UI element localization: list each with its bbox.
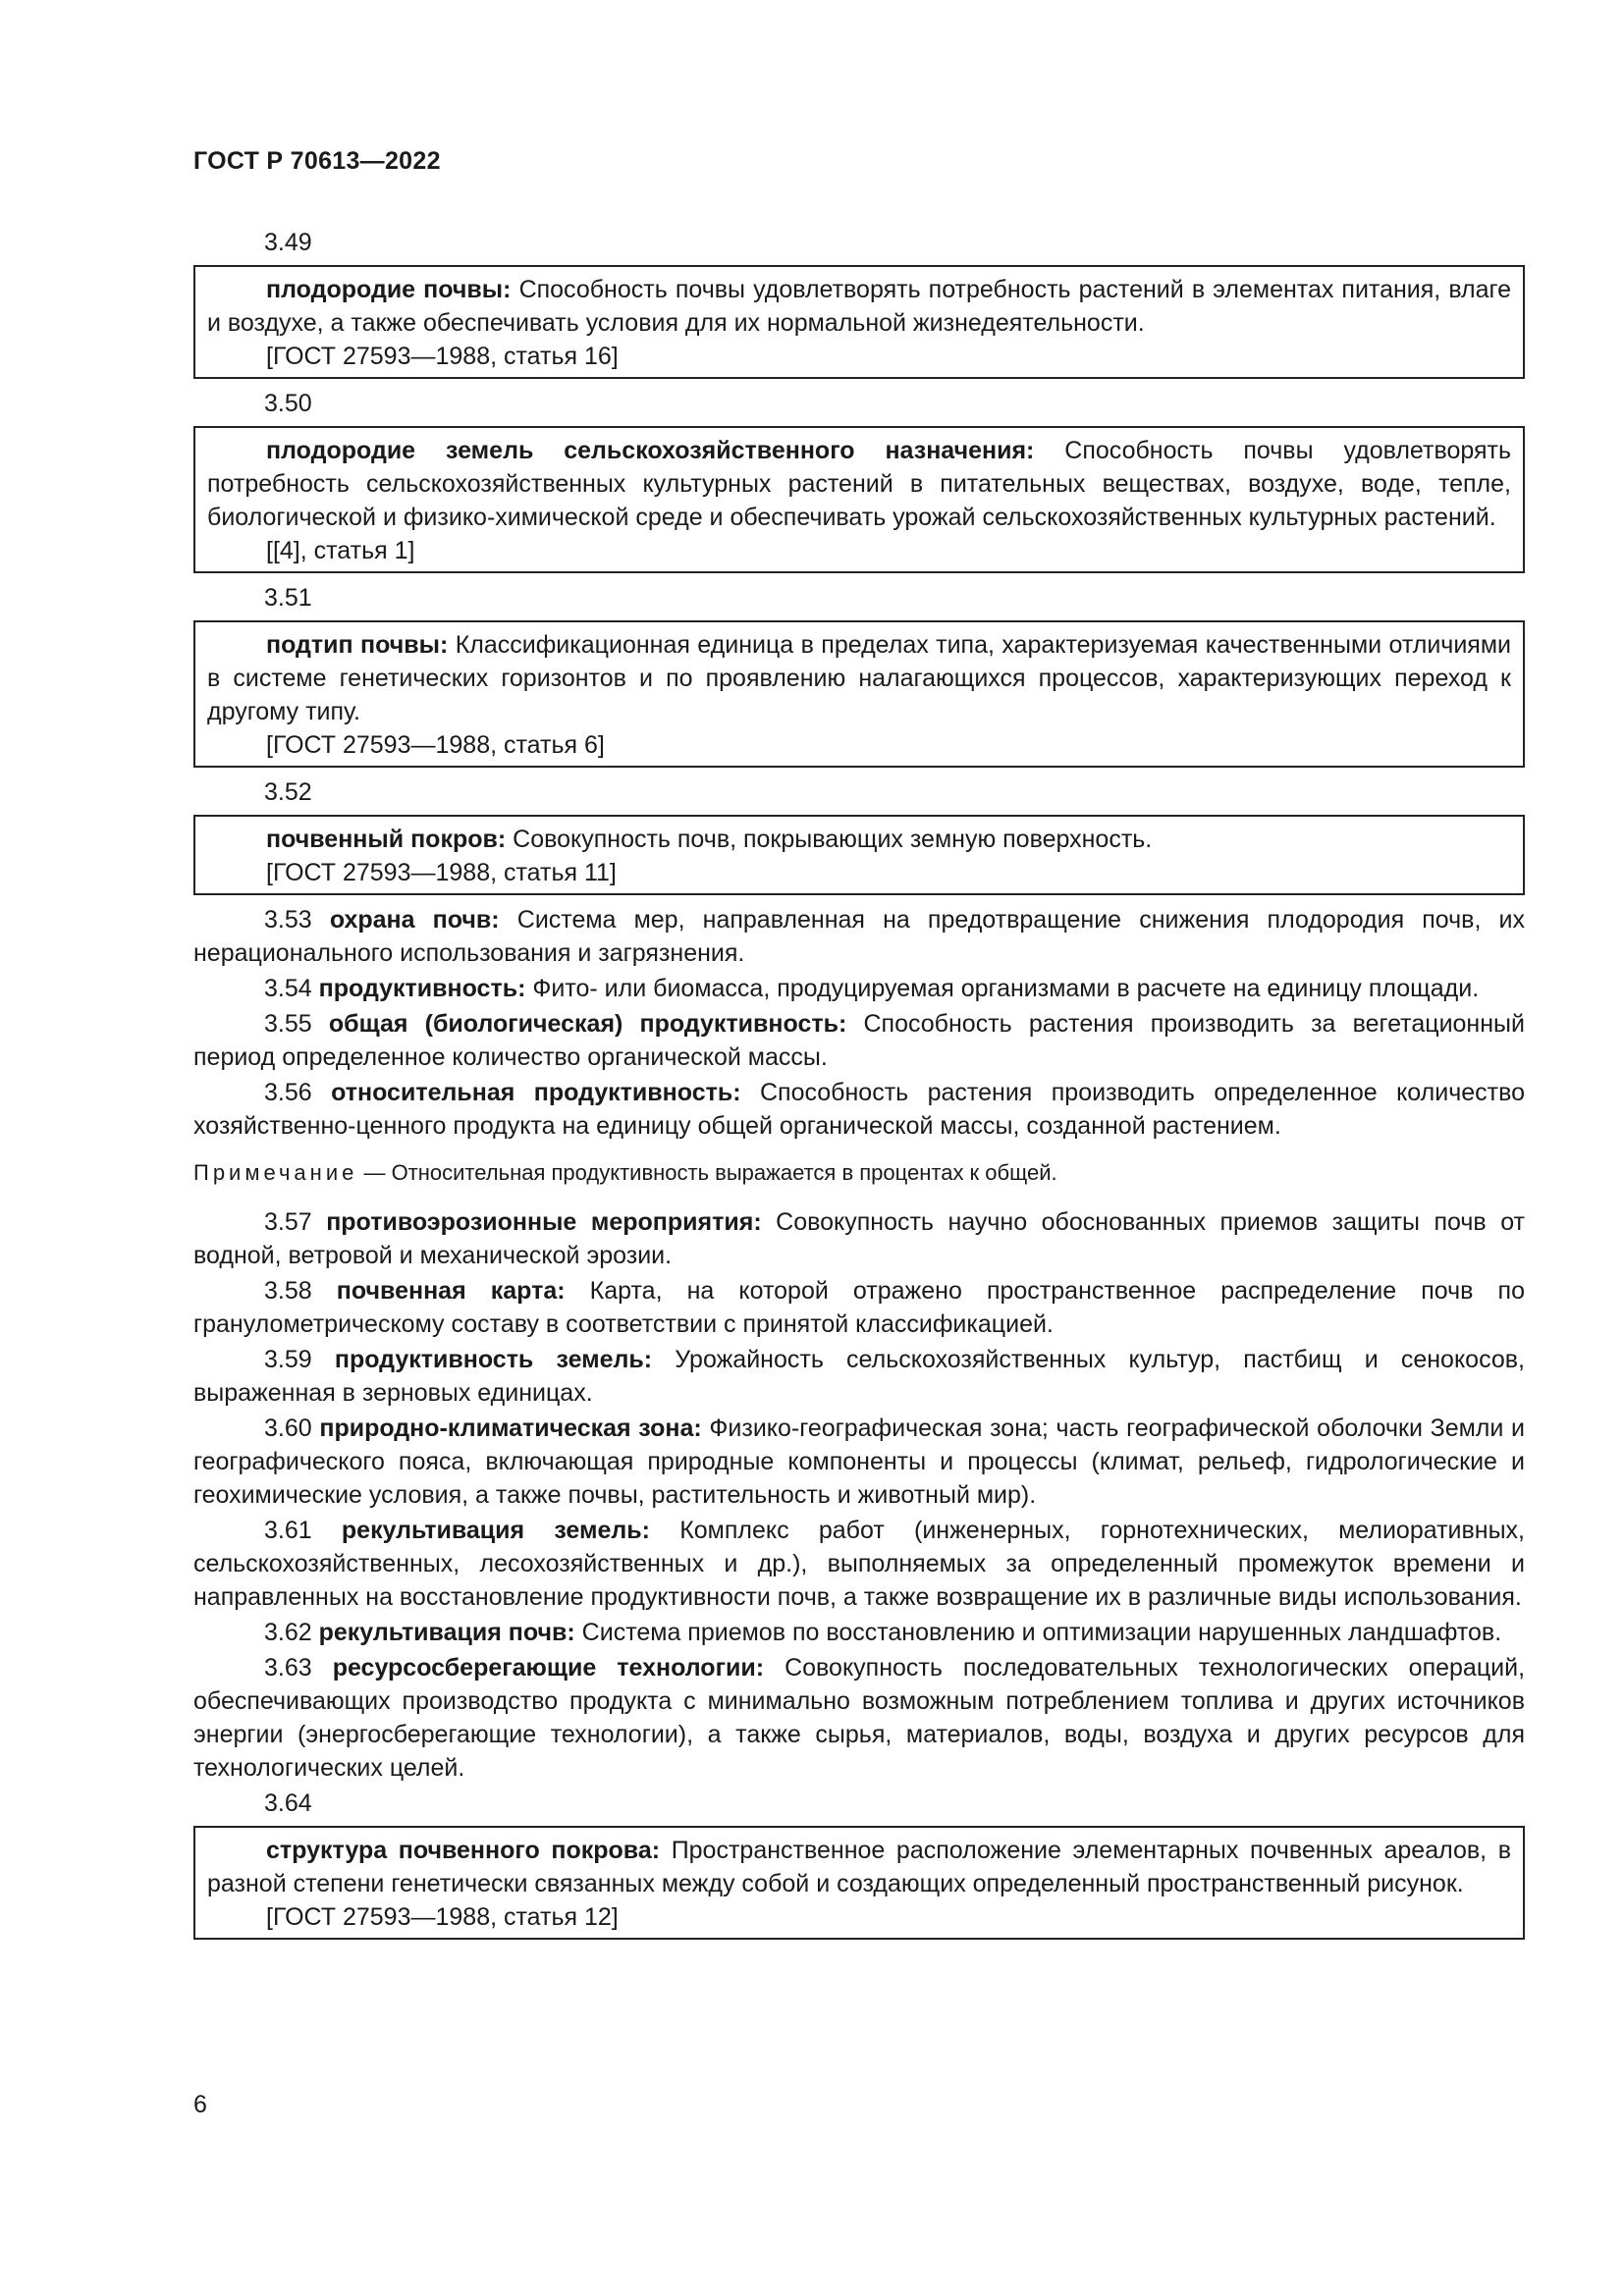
- term-name: рекультивация земель:: [341, 1517, 650, 1544]
- term-definition-box: [193, 1826, 1525, 1940]
- term-definition: Пространственное расположение элементарных почвенных ареалов, в разной степени генетически связанных между собой и создающих определенный пространственный рисунок.: [207, 1837, 1511, 1897]
- term-entry-3-55: [193, 1007, 1525, 1074]
- term-number: 3.52: [264, 778, 312, 806]
- term-number: 3.53: [264, 906, 312, 934]
- term-number: 3.64: [264, 1789, 312, 1817]
- term-number: 3.57: [264, 1208, 312, 1236]
- term-number: 3.58: [264, 1277, 312, 1305]
- term-definition: Способность почвы удовлетворять потребность растений в элементах питания, влаге и воздухе, а также обеспечивать условия для их нормальной жизнедеятельности.: [207, 276, 1512, 337]
- term-source: [ГОСТ 27593—1988, статья 11]: [266, 859, 617, 886]
- term-entry-3-51: [193, 581, 1525, 768]
- term-definition: Совокупность почв, покрывающих земную поверхность.: [506, 826, 1153, 853]
- term-entry-3-49: [193, 226, 1525, 379]
- term-entry-3-62: [193, 1616, 1525, 1649]
- term-source: [ГОСТ 27593—1988, статья 16]: [266, 343, 619, 370]
- term-definition: Фито- или биомасса, продуцируемая организмами в расчете на единицу площади.: [525, 975, 1480, 1002]
- page-number: 6: [193, 2091, 207, 2118]
- term-entry-3-53: [193, 903, 1525, 970]
- term-name: охрана почв:: [329, 906, 500, 934]
- term-name: плодородие почвы:: [266, 276, 512, 303]
- term-entry-3-54: [193, 972, 1525, 1005]
- term-definition: Совокупность научно обоснованных приемов защиты почв от водной, ветровой и механической эрозии.: [193, 1208, 1525, 1269]
- note-text: — Относительная продуктивность выражается в процентах к общей.: [357, 1160, 1057, 1185]
- term-name: ресурсосберегающие технологии:: [332, 1654, 765, 1682]
- term-definition-box: [193, 265, 1525, 379]
- note-label: Примечание: [193, 1160, 358, 1185]
- term-name: общая (биологическая) продуктивность:: [328, 1010, 847, 1038]
- term-definition: Система приемов по восстановлению и оптимизации нарушенных ландшафтов.: [574, 1619, 1502, 1646]
- term-entry-3-61: [193, 1514, 1525, 1614]
- term-definition-box: [193, 815, 1525, 895]
- term-definition: Комплекс работ (инженерных, горнотехнических, мелиоративных, сельскохозяйственных, лесохозяйственных и др.), выполняемых за определенный промежуток времени и направленных на восстановление продуктивности почв, а также возвращение их в различные виды использования.: [193, 1517, 1526, 1611]
- term-entry-3-58: [193, 1274, 1525, 1341]
- term-name: плодородие земель сельскохозяйственного назначения:: [266, 437, 1035, 464]
- term-name: структура почвенного покрова:: [266, 1837, 661, 1864]
- term-source: [[4], статья 1]: [266, 537, 415, 564]
- term-definition: Карта, на которой отражено пространственное распределение почв по гранулометрическому составу в соответствии с принятой классификацией.: [193, 1277, 1525, 1338]
- term-name: рекультивация почв:: [318, 1619, 575, 1646]
- term-definition: Физико-географическая зона; часть географической оболочки Земли и географического пояса, включающая природные компоненты и процессы (климат, рельеф, гидрологические и геохимические условия, а также почвы, растительность и животный мир).: [193, 1415, 1525, 1509]
- term-name: относительная продуктивность:: [331, 1079, 741, 1106]
- term-definition-box: [193, 426, 1525, 573]
- term-number: 3.56: [264, 1079, 312, 1106]
- term-number: 3.60: [264, 1415, 312, 1442]
- document-code: ГОСТ Р 70613—2022: [193, 147, 441, 175]
- term-definition: Способность почвы удовлетворять потребность сельскохозяйственных культурных растений в питательных веществах, воздухе, воде, тепле, биологической и физико-химической среде и обеспечивать урожай сельскохозяйственных культурных растений.: [207, 437, 1511, 531]
- term-entry-3-57: [193, 1205, 1525, 1272]
- term-number: 3.59: [264, 1346, 312, 1373]
- term-entry-3-56: [193, 1076, 1525, 1143]
- term-source: [ГОСТ 27593—1988, статья 12]: [266, 1903, 619, 1931]
- term-name: подтип почвы:: [266, 631, 449, 659]
- term-definition: Классификационная единица в пределах типа, характеризуемая качественными отличиями в системе генетических горизонтов и по проявлению налагающихся процессов, характеризующих переход к другому типу.: [207, 631, 1511, 725]
- term-definition: Система мер, направленная на предотвращение снижения плодородия почв, их нерационального использования и загрязнения.: [193, 906, 1526, 967]
- term-entry-3-50: [193, 387, 1525, 573]
- term-number: 3.61: [264, 1517, 312, 1544]
- term-name: продуктивность:: [318, 975, 526, 1002]
- term-name: продуктивность земель:: [334, 1346, 653, 1373]
- term-name: почвенный покров:: [266, 826, 507, 853]
- term-number: 3.63: [264, 1654, 312, 1682]
- term-number: 3.51: [264, 584, 312, 612]
- term-number: 3.62: [264, 1619, 312, 1646]
- term-source: [ГОСТ 27593—1988, статья 6]: [266, 731, 605, 759]
- terms-section: [193, 226, 1525, 1948]
- note: [193, 1156, 1525, 1190]
- term-entry-3-59: [193, 1343, 1525, 1410]
- term-number: 3.49: [264, 229, 312, 256]
- term-definition-box: [193, 620, 1525, 768]
- term-entry-3-60: [193, 1412, 1525, 1512]
- term-definition: Способность растения производить определенное количество хозяйственно-ценного продукта на единицу общей органической массы, созданной растением.: [193, 1079, 1525, 1140]
- term-number: 3.55: [264, 1010, 312, 1038]
- term-definition: Совокупность последовательных технологических операций, обеспечивающих производство продукта с минимально возможным потреблением топлива и других источников энергии (энергосберегающие технологии), а также сырья, материалов, воды, воздуха и других ресурсов для технологических целей.: [193, 1654, 1526, 1782]
- term-name: природно-климатическая зона:: [319, 1415, 702, 1442]
- term-entry-3-52: [193, 775, 1525, 895]
- term-name: противоэрозионные мероприятия:: [326, 1208, 762, 1236]
- term-number: 3.50: [264, 390, 312, 417]
- term-entry-3-64: [193, 1787, 1525, 1940]
- term-entry-3-63: [193, 1651, 1525, 1785]
- term-definition: Способность растения производить за вегетационный период определенное количество органической массы.: [193, 1010, 1525, 1071]
- term-number: 3.54: [264, 975, 312, 1002]
- term-name: почвенная карта:: [336, 1277, 566, 1305]
- term-definition: Урожайность сельскохозяйственных культур, пастбищ и сенокосов, выраженная в зерновых единицах.: [193, 1346, 1525, 1407]
